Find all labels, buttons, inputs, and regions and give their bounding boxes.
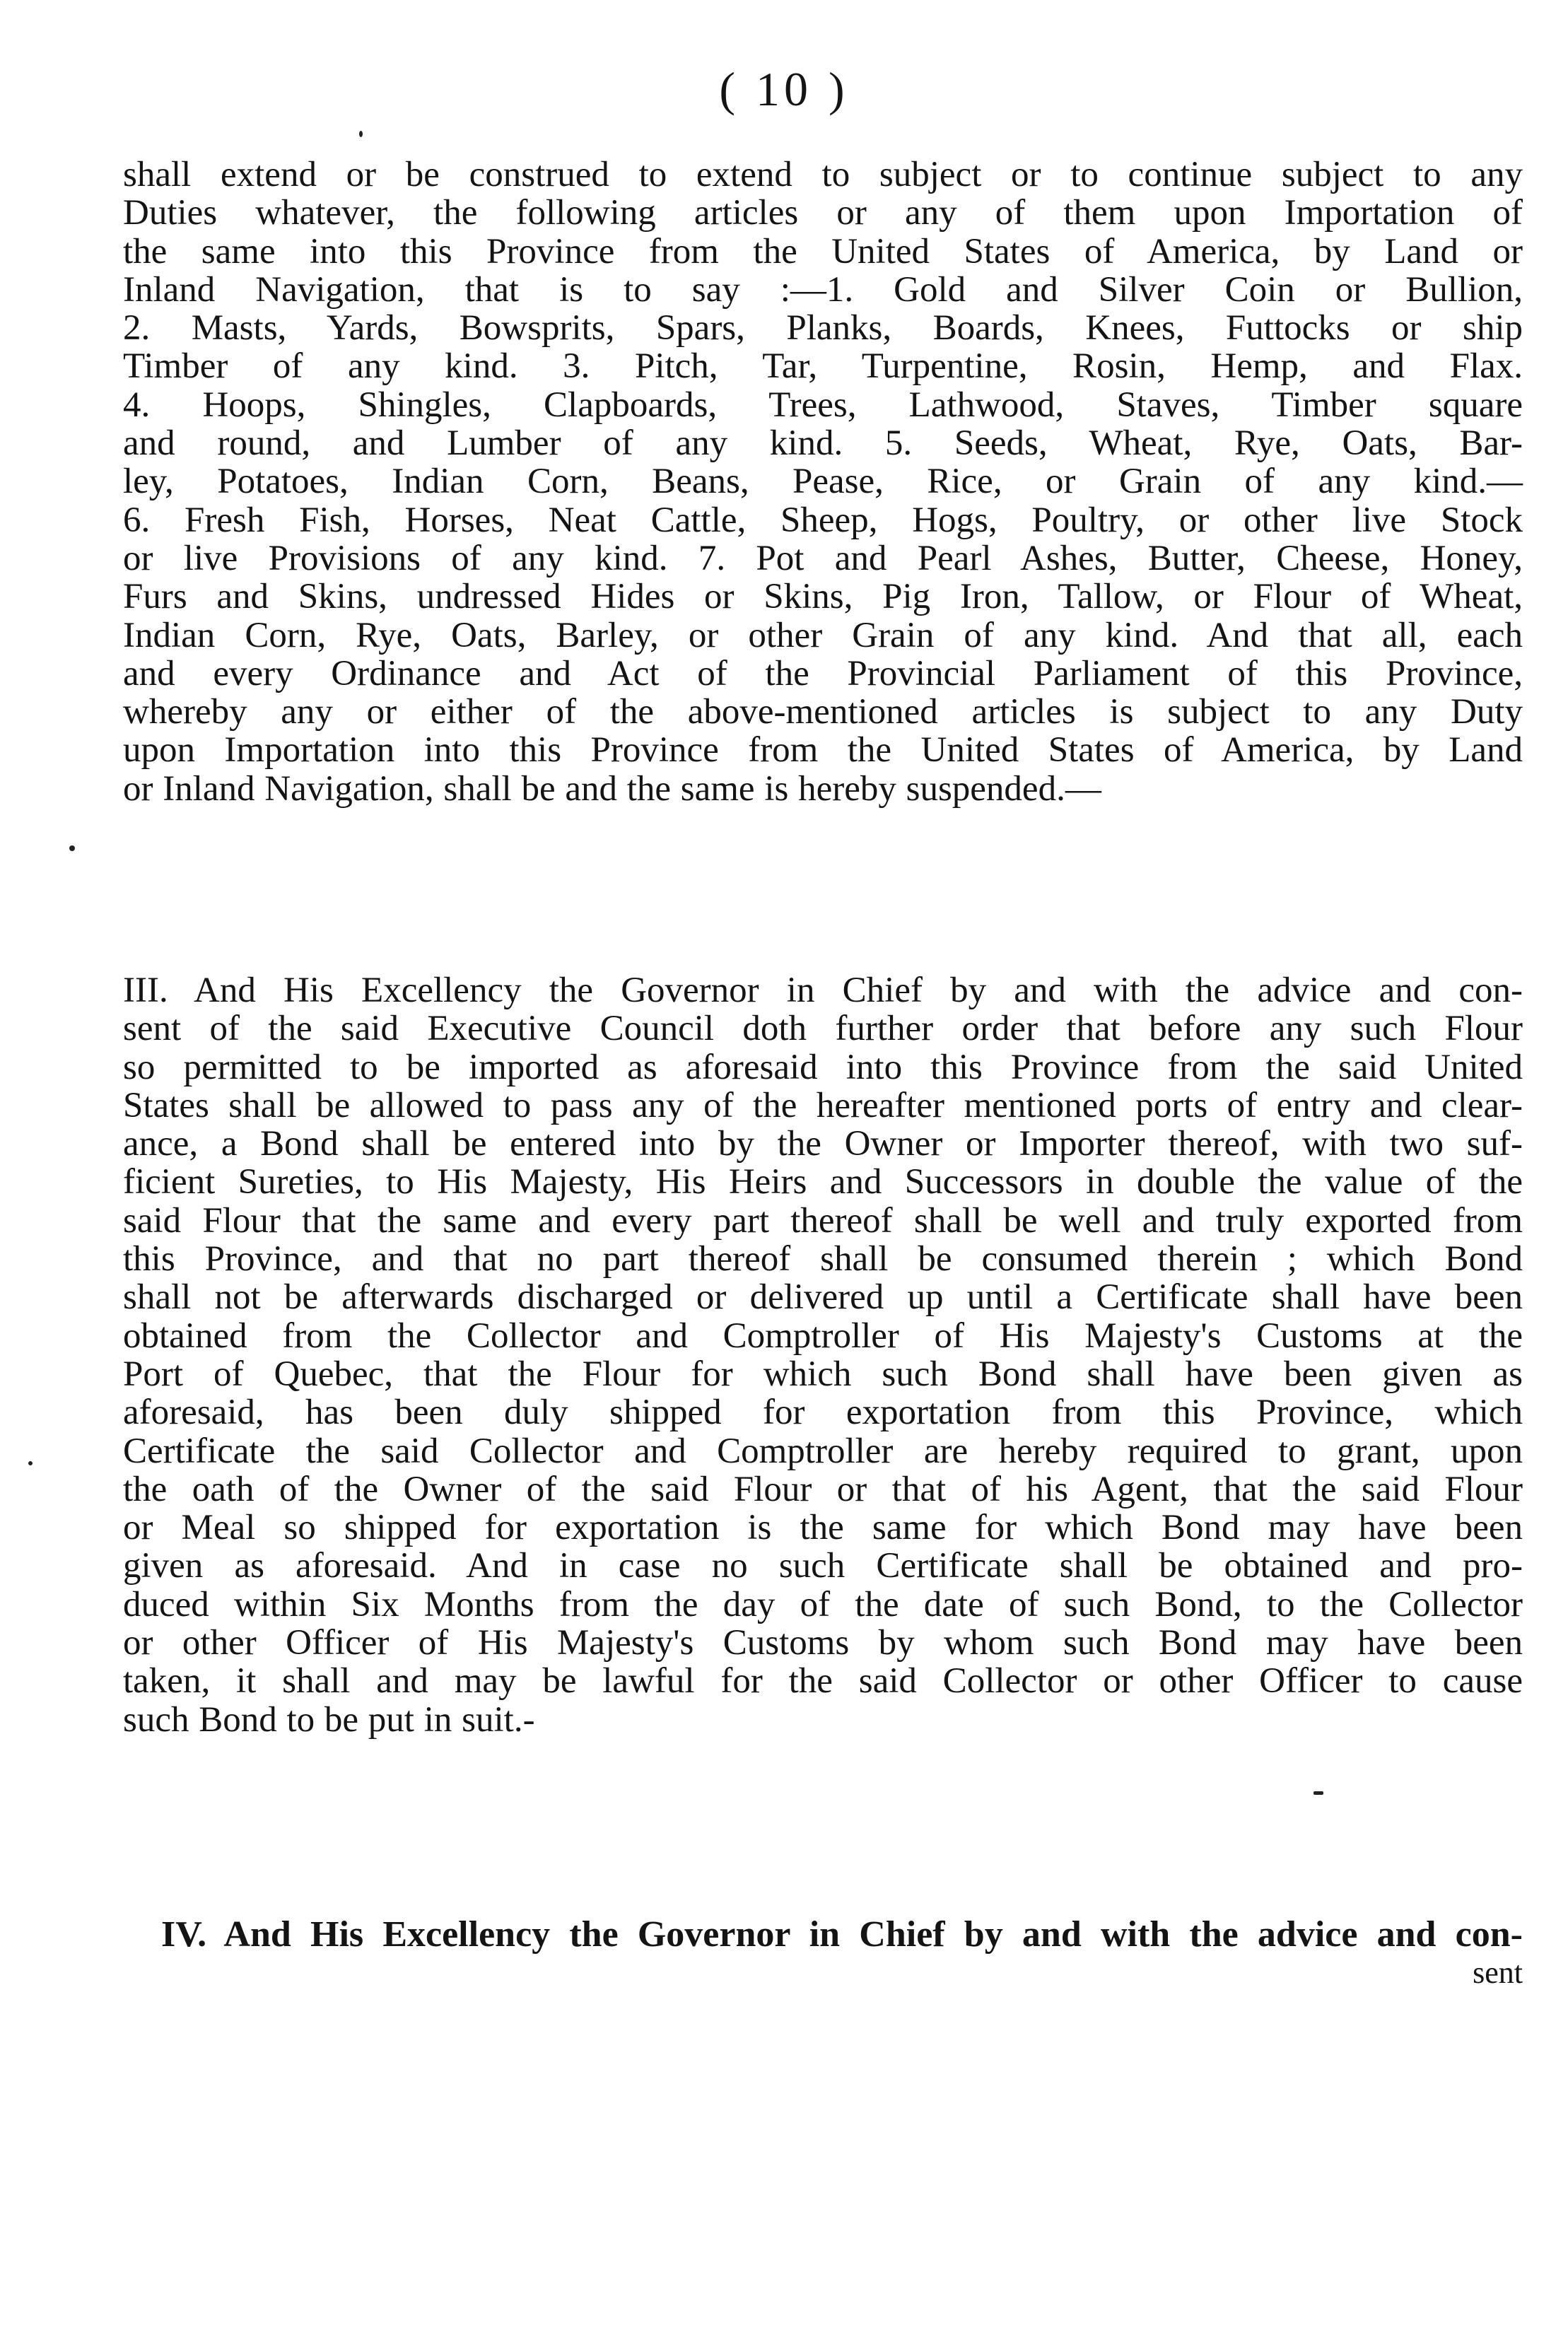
text-line: and every Ordinance and Act of the Provincial Parliament of this Province,	[123, 653, 1523, 693]
text-line: sent of the said Executive Council doth further order that before any such Flour	[123, 1009, 1523, 1049]
text-line: 2. Masts, Yards, Bowsprits, Spars, Planks, Boards, Knees, Futtocks or ship	[123, 308, 1523, 348]
text-line: Inland Navigation, that is to say :—1. Gold and Silver Coin or Bullion,	[123, 269, 1523, 310]
text-line: obtained from the Collector and Comptroller of His Majesty's Customs at the	[123, 1316, 1523, 1356]
text-line: 6. Fresh Fish, Horses, Neat Cattle, Sheep, Hogs, Poultry, or other live Stock	[123, 500, 1523, 540]
text-line: the oath of the Owner of the said Flour or that of his Agent, that the said Flour	[123, 1469, 1523, 1509]
text-line: whereby any or either of the above-mentioned articles is subject to any Duty	[123, 692, 1523, 732]
text-line: Port of Quebec, that the Flour for which such Bond shall have been given as	[123, 1354, 1523, 1394]
ink-speck	[28, 1461, 33, 1465]
text-line: and round, and Lumber of any kind. 5. Seeds, Wheat, Rye, Oats, Bar-	[123, 423, 1523, 464]
text-line: or Inland Navigation, shall be and the same is hereby suspended.—	[123, 768, 1101, 809]
ink-speck	[359, 131, 363, 137]
text-line: IV. And His Excellency the Governor in Chief by and with the advice and con-	[161, 1914, 1523, 1955]
text-line: taken, it shall and may be lawful for the said Collector or other Officer to cause	[123, 1661, 1523, 1702]
text-line: or Meal so shipped for exportation is the same for which Bond may have been	[123, 1508, 1523, 1548]
text-line: shall not be afterwards discharged or delivered up until a Certificate shall have been	[123, 1277, 1523, 1318]
text-line: Duties whatever, the following articles or any of them upon Importation of	[123, 193, 1523, 233]
text-line: aforesaid, has been duly shipped for exportation from this Province, which	[123, 1393, 1523, 1433]
paragraph-clause-iii	[123, 971, 1523, 1739]
text-line: ficient Sureties, to His Majesty, His Heirs and Successors in double the value of the	[123, 1162, 1523, 1202]
text-line: ley, Potatoes, Indian Corn, Beans, Pease, Rice, or Grain of any kind.—	[123, 462, 1523, 502]
ink-speck	[69, 845, 75, 851]
page-number: ( 10 )	[719, 62, 849, 116]
text-line: such Bond to be put in suit.-	[123, 1699, 535, 1740]
text-line: or live Provisions of any kind. 7. Pot and Pearl Ashes, Butter, Cheese, Honey,	[123, 538, 1523, 578]
text-line: ance, a Bond shall be entered into by the Owner or Importer thereof, with two suf-	[123, 1124, 1523, 1164]
text-line: duced within Six Months from the day of the date of such Bond, to the Collector	[123, 1584, 1523, 1624]
text-line: so permitted to be imported as aforesaid into this Province from the said United	[123, 1047, 1523, 1087]
text-line: 4. Hoops, Shingles, Clapboards, Trees, Lathwood, Staves, Timber square	[123, 385, 1523, 425]
text-line: Furs and Skins, undressed Hides or Skins, Pig Iron, Tallow, or Flour of Wheat,	[123, 577, 1523, 617]
paragraph-clause-ii-continued	[123, 156, 1523, 808]
ink-speck	[1314, 1791, 1323, 1795]
text-line: the same into this Province from the United States of America, by Land or	[123, 231, 1523, 271]
text-line: this Province, and that no part thereof shall be consumed therein ; which Bond	[123, 1239, 1523, 1279]
paragraph-clause-iv	[161, 1916, 1523, 1993]
text-line: upon Importation into this Province from the United States of America, by Land	[123, 730, 1523, 771]
text-line: Certificate the said Collector and Comptroller are hereby required to grant, upon	[123, 1431, 1523, 1471]
text-line: said Flour that the same and every part thereof shall be well and truly exported from	[123, 1200, 1523, 1241]
text-line: Timber of any kind. 3. Pitch, Tar, Turpentine, Rosin, Hemp, and Flax.	[123, 346, 1523, 387]
text-line: or other Officer of His Majesty's Customs by whom such Bond may have been	[123, 1623, 1523, 1663]
catchword: sent	[1473, 1955, 1523, 1991]
text-line: shall extend or be construed to extend to subject or to continue subject to any	[123, 155, 1523, 194]
text-line: Indian Corn, Rye, Oats, Barley, or other Grain of any kind. And that all, each	[123, 615, 1523, 655]
text-line: III. And His Excellency the Governor in Chief by and with the advice and con-	[123, 971, 1523, 1010]
text-line: given as aforesaid. And in case no such Certificate shall be obtained and pro-	[123, 1546, 1523, 1586]
text-line: States shall be allowed to pass any of the hereafter mentioned ports of entry and clear-	[123, 1085, 1523, 1125]
